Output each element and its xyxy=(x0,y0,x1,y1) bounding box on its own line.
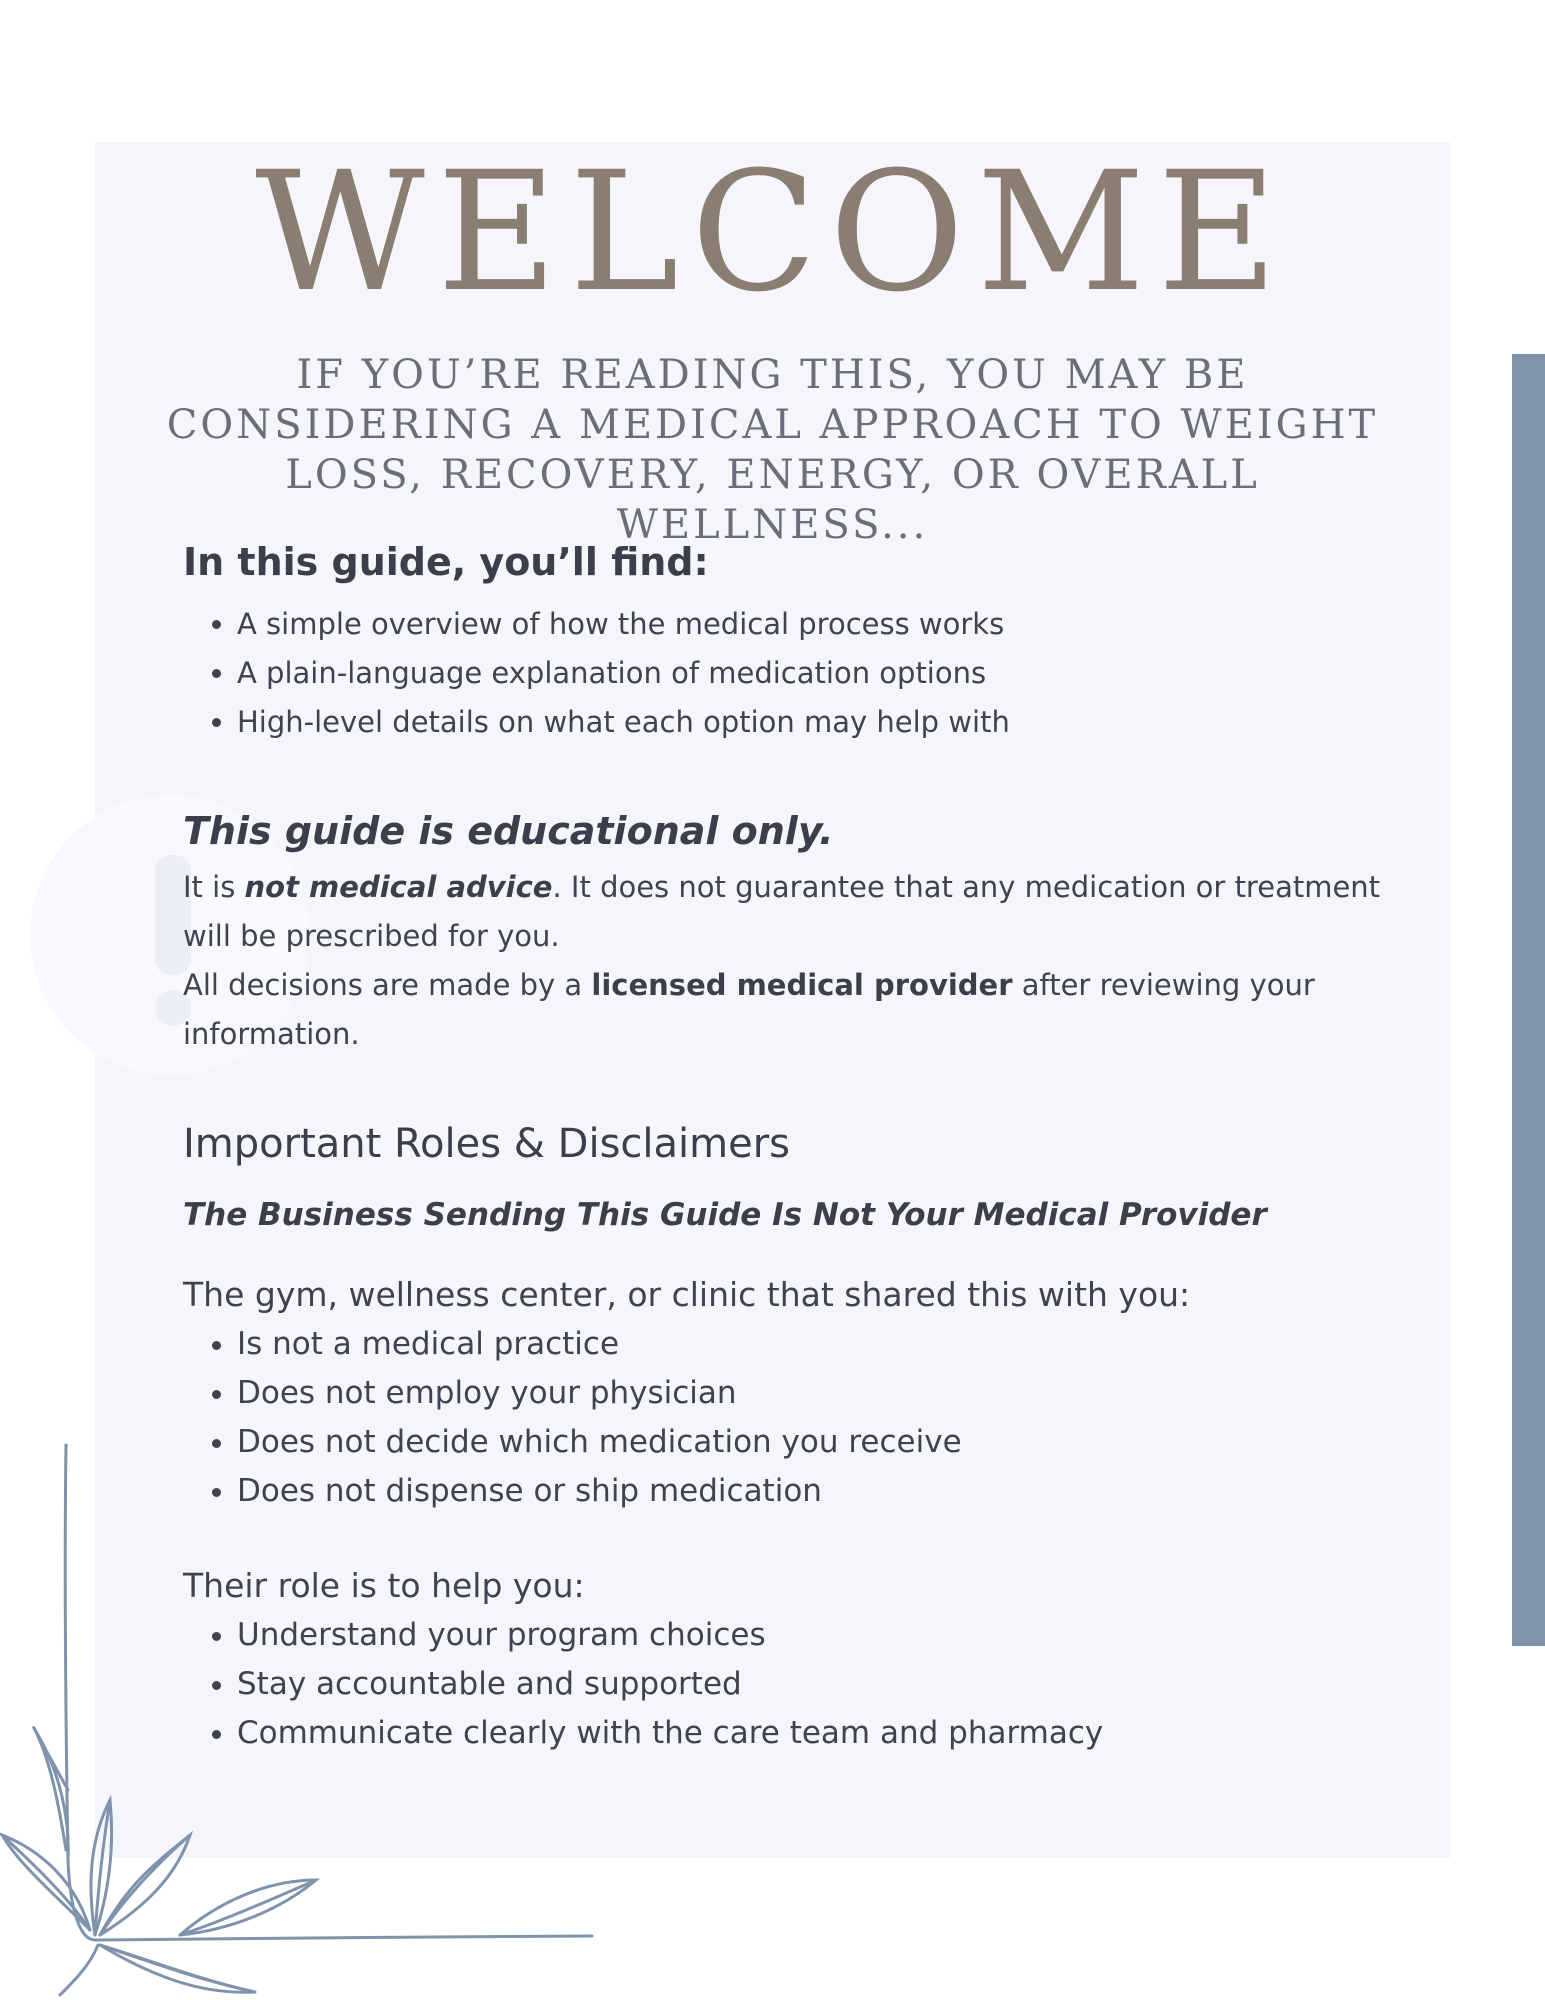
list-item: • Stay accountable and supported xyxy=(237,1660,1383,1709)
list-item: • Communicate clearly with the care team and pharmacy xyxy=(237,1709,1383,1758)
text-span: All decisions are made by a xyxy=(183,968,592,1002)
guide-list xyxy=(183,600,1383,747)
text-span: It is xyxy=(183,870,245,904)
page-subtitle: IF YOU’RE READING THIS, YOU MAY BE CONSIDERING A MEDICAL APPROACH TO WEIGHT LOSS, RECOVERY, ENERGY, OR OVERALL WELLNESS... xyxy=(166,352,1379,548)
list-item: • A plain-language explanation of medication options xyxy=(237,649,1383,698)
list-item: • Understand your program choices xyxy=(237,1611,1383,1660)
list-item: • Does not employ your physician xyxy=(237,1369,1383,1418)
bold-text: not medical advice xyxy=(244,870,553,904)
roles-heading: Important Roles & Disclaimers xyxy=(183,1121,791,1167)
leaf-branch-decoration xyxy=(0,1440,600,2000)
educational-paragraph-2 xyxy=(183,961,1383,1059)
role-lead: Their role is to help you: xyxy=(183,1566,585,1605)
educational-heading: This guide is educational only. xyxy=(183,809,834,853)
side-accent-bar xyxy=(1512,354,1545,1646)
list-item: • High-level details on what each option may help with xyxy=(237,698,1383,747)
text-span: after reviewing your information. xyxy=(183,968,1315,1051)
page-title: WELCOME xyxy=(255,136,1290,328)
not-provider-lead: The gym, wellness center, or clinic that shared this with you: xyxy=(183,1275,1191,1314)
list-item: • A simple overview of how the medical process works xyxy=(237,600,1383,649)
roles-subheading: The Business Sending This Guide Is Not Your Medical Provider xyxy=(183,1197,1267,1233)
text-span: . It does not guarantee that any medication or treatment will be prescribed for you. xyxy=(183,870,1381,953)
list-item: • Does not decide which medication you receive xyxy=(237,1418,1383,1467)
educational-paragraph-1 xyxy=(183,863,1383,961)
bold-text: licensed medical provider xyxy=(591,968,1013,1002)
list-item: • Does not dispense or ship medication xyxy=(237,1467,1383,1516)
list-item: • Is not a medical practice xyxy=(237,1320,1383,1369)
guide-heading: In this guide, you’ll find: xyxy=(183,540,709,584)
